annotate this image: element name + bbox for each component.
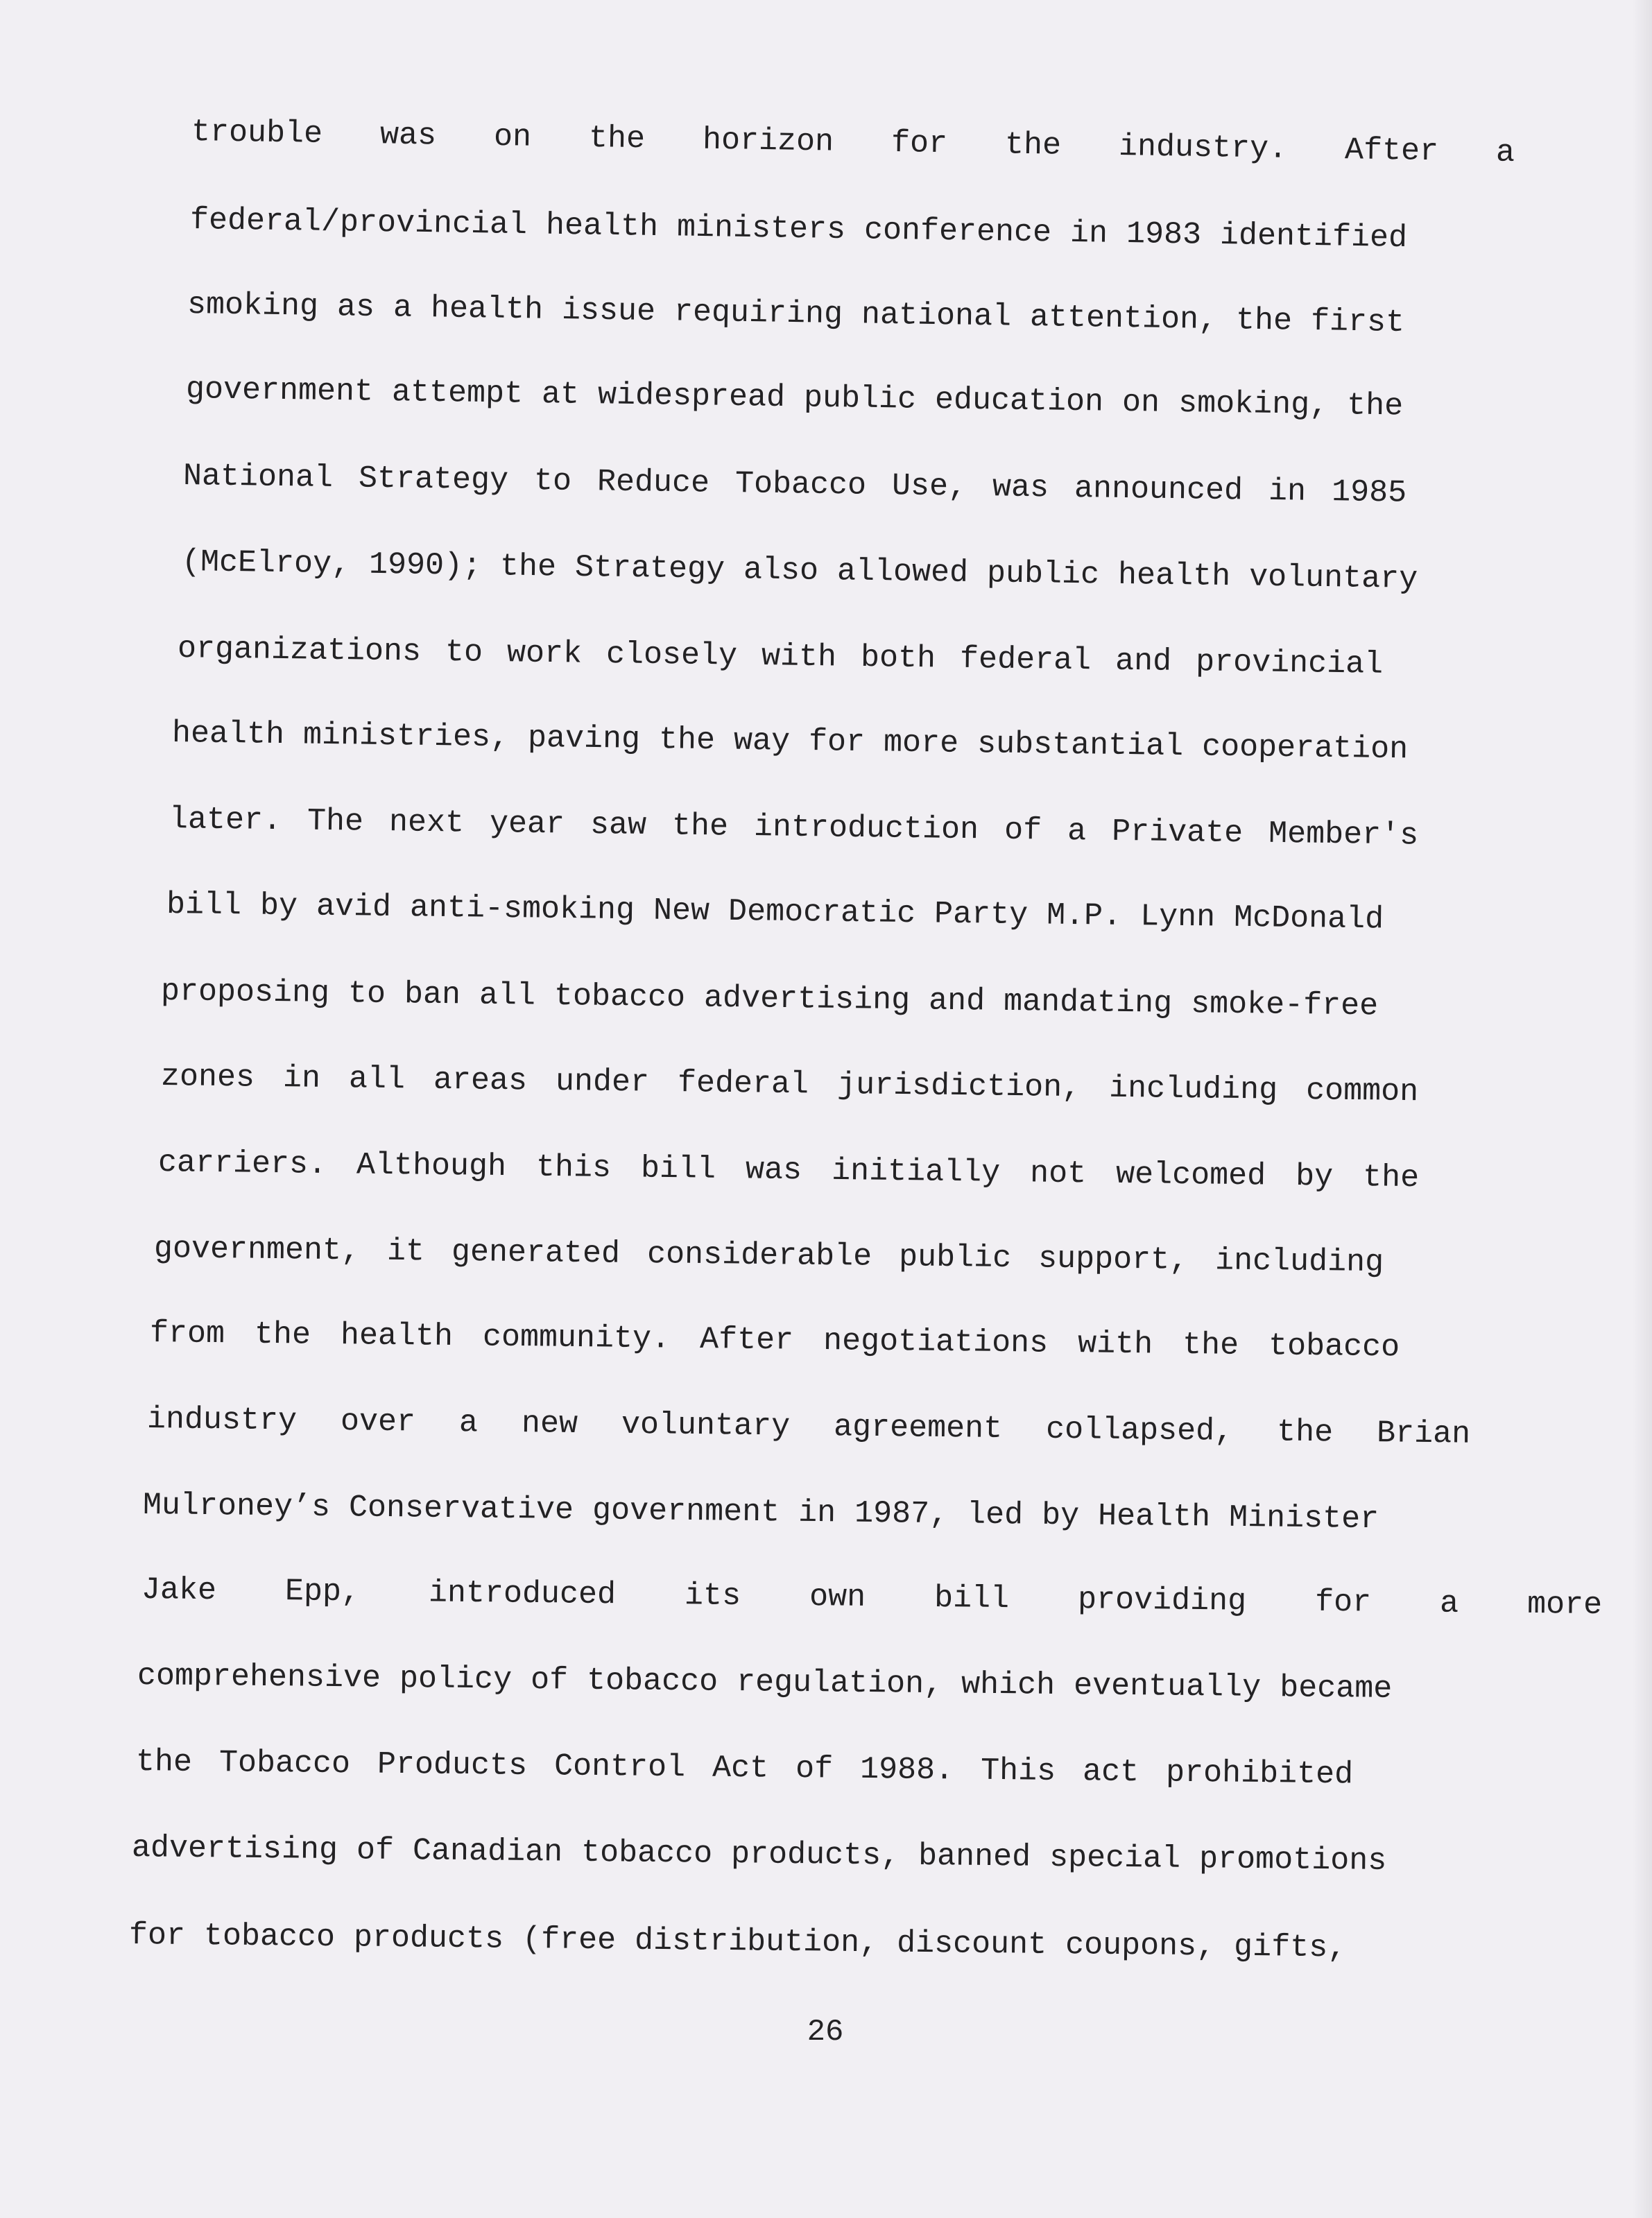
text-line: smoking as a health issue requiring national attention, the first: [187, 287, 1405, 341]
text-line: health ministries, paving the way for more substantial cooperation: [171, 716, 1409, 768]
text-line: advertising of Canadian tobacco products, banned special promotions: [131, 1830, 1387, 1879]
text-line: zones in all areas under federal jurisdiction, including common: [160, 1059, 1419, 1110]
text-line: federal/provincial health ministers conference in 1983 identified: [189, 203, 1408, 257]
text-line: bill by avid anti-smoking New Democratic Party M.P. Lynn McDonald: [166, 887, 1384, 938]
text-line: Mulroney’s Conservative government in 1987, led by Health Minister: [142, 1488, 1379, 1538]
text-line: later. The next year saw the introduction of a Private Member's: [169, 802, 1419, 854]
page-number: 26: [807, 2015, 844, 2049]
text-line: Jake Epp, introduced its own bill providing for a more: [141, 1572, 1603, 1624]
text-line: for tobacco products (free distribution, discount coupons, gifts,: [128, 1918, 1347, 1966]
text-line: government, it generated considerable public support, including: [153, 1231, 1384, 1281]
text-line: proposing to ban all tobacco advertising and mandating smoke-free: [160, 974, 1379, 1024]
text-line: government attempt at widespread public education on smoking, the: [185, 372, 1404, 424]
text-line: trouble was on the horizon for the industry. After a: [191, 114, 1515, 171]
text-line: the Tobacco Products Control Act of 1988. This act prohibited: [135, 1744, 1354, 1793]
text-line: National Strategy to Reduce Tobacco Use, was announced in 1985: [182, 458, 1407, 511]
text-line: carriers. Although this bill was initially not welcomed by the: [157, 1145, 1420, 1196]
text-line: from the health community. After negotiations with the tobacco: [149, 1316, 1400, 1366]
text-line: comprehensive policy of tobacco regulation, which eventually became: [137, 1658, 1393, 1707]
text-line: industry over a new voluntary agreement collapsed, the Brian: [146, 1402, 1471, 1452]
text-line: (McElroy, 1990); the Strategy also allowed public health voluntary: [181, 544, 1418, 597]
text-line: organizations to work closely with both federal and provincial: [177, 631, 1384, 682]
